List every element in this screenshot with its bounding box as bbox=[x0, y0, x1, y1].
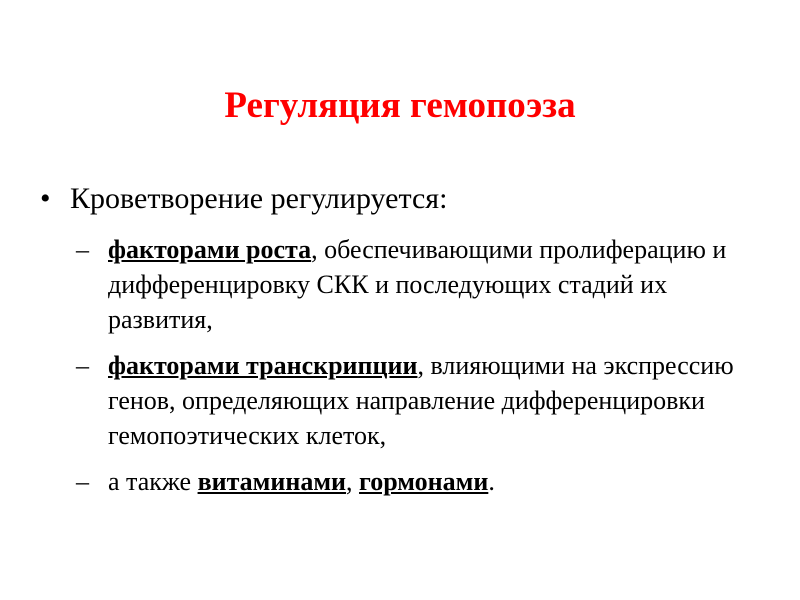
dash-marker: – bbox=[76, 235, 89, 264]
bullet-item bbox=[40, 179, 447, 219]
sub-item-transcription-factors bbox=[76, 348, 766, 453]
keyword-transcription-factors: факторами транскрипции bbox=[108, 351, 418, 380]
dash-marker: – bbox=[76, 351, 89, 380]
keyword-growth-factors: факторами роста bbox=[108, 235, 312, 264]
sub-item-prefix: а также bbox=[108, 467, 198, 496]
slide-title: Регуляция гемопоэза bbox=[224, 85, 576, 126]
sub-item-text: , обеспечивающими пролиферацию и дифференцировку СКК и последующих стадий их развития, bbox=[108, 235, 727, 334]
separator-text: , bbox=[346, 467, 360, 496]
bullet-text: Кроветворение регулируется: bbox=[70, 182, 448, 215]
sub-item-suffix: . bbox=[488, 467, 495, 496]
sub-item-text: , влияющими на экспрессию генов, определяющих направление дифференцировки гемопоэтических клеток, bbox=[108, 351, 734, 450]
sub-list bbox=[76, 232, 766, 510]
bullet-marker: • bbox=[40, 182, 51, 215]
keyword-hormones: гормонами bbox=[359, 467, 489, 496]
keyword-vitamins: витаминами bbox=[197, 467, 347, 496]
sub-item-growth-factors bbox=[76, 232, 766, 337]
sub-item-vitamins-hormones bbox=[76, 464, 766, 499]
dash-marker: – bbox=[76, 467, 89, 496]
